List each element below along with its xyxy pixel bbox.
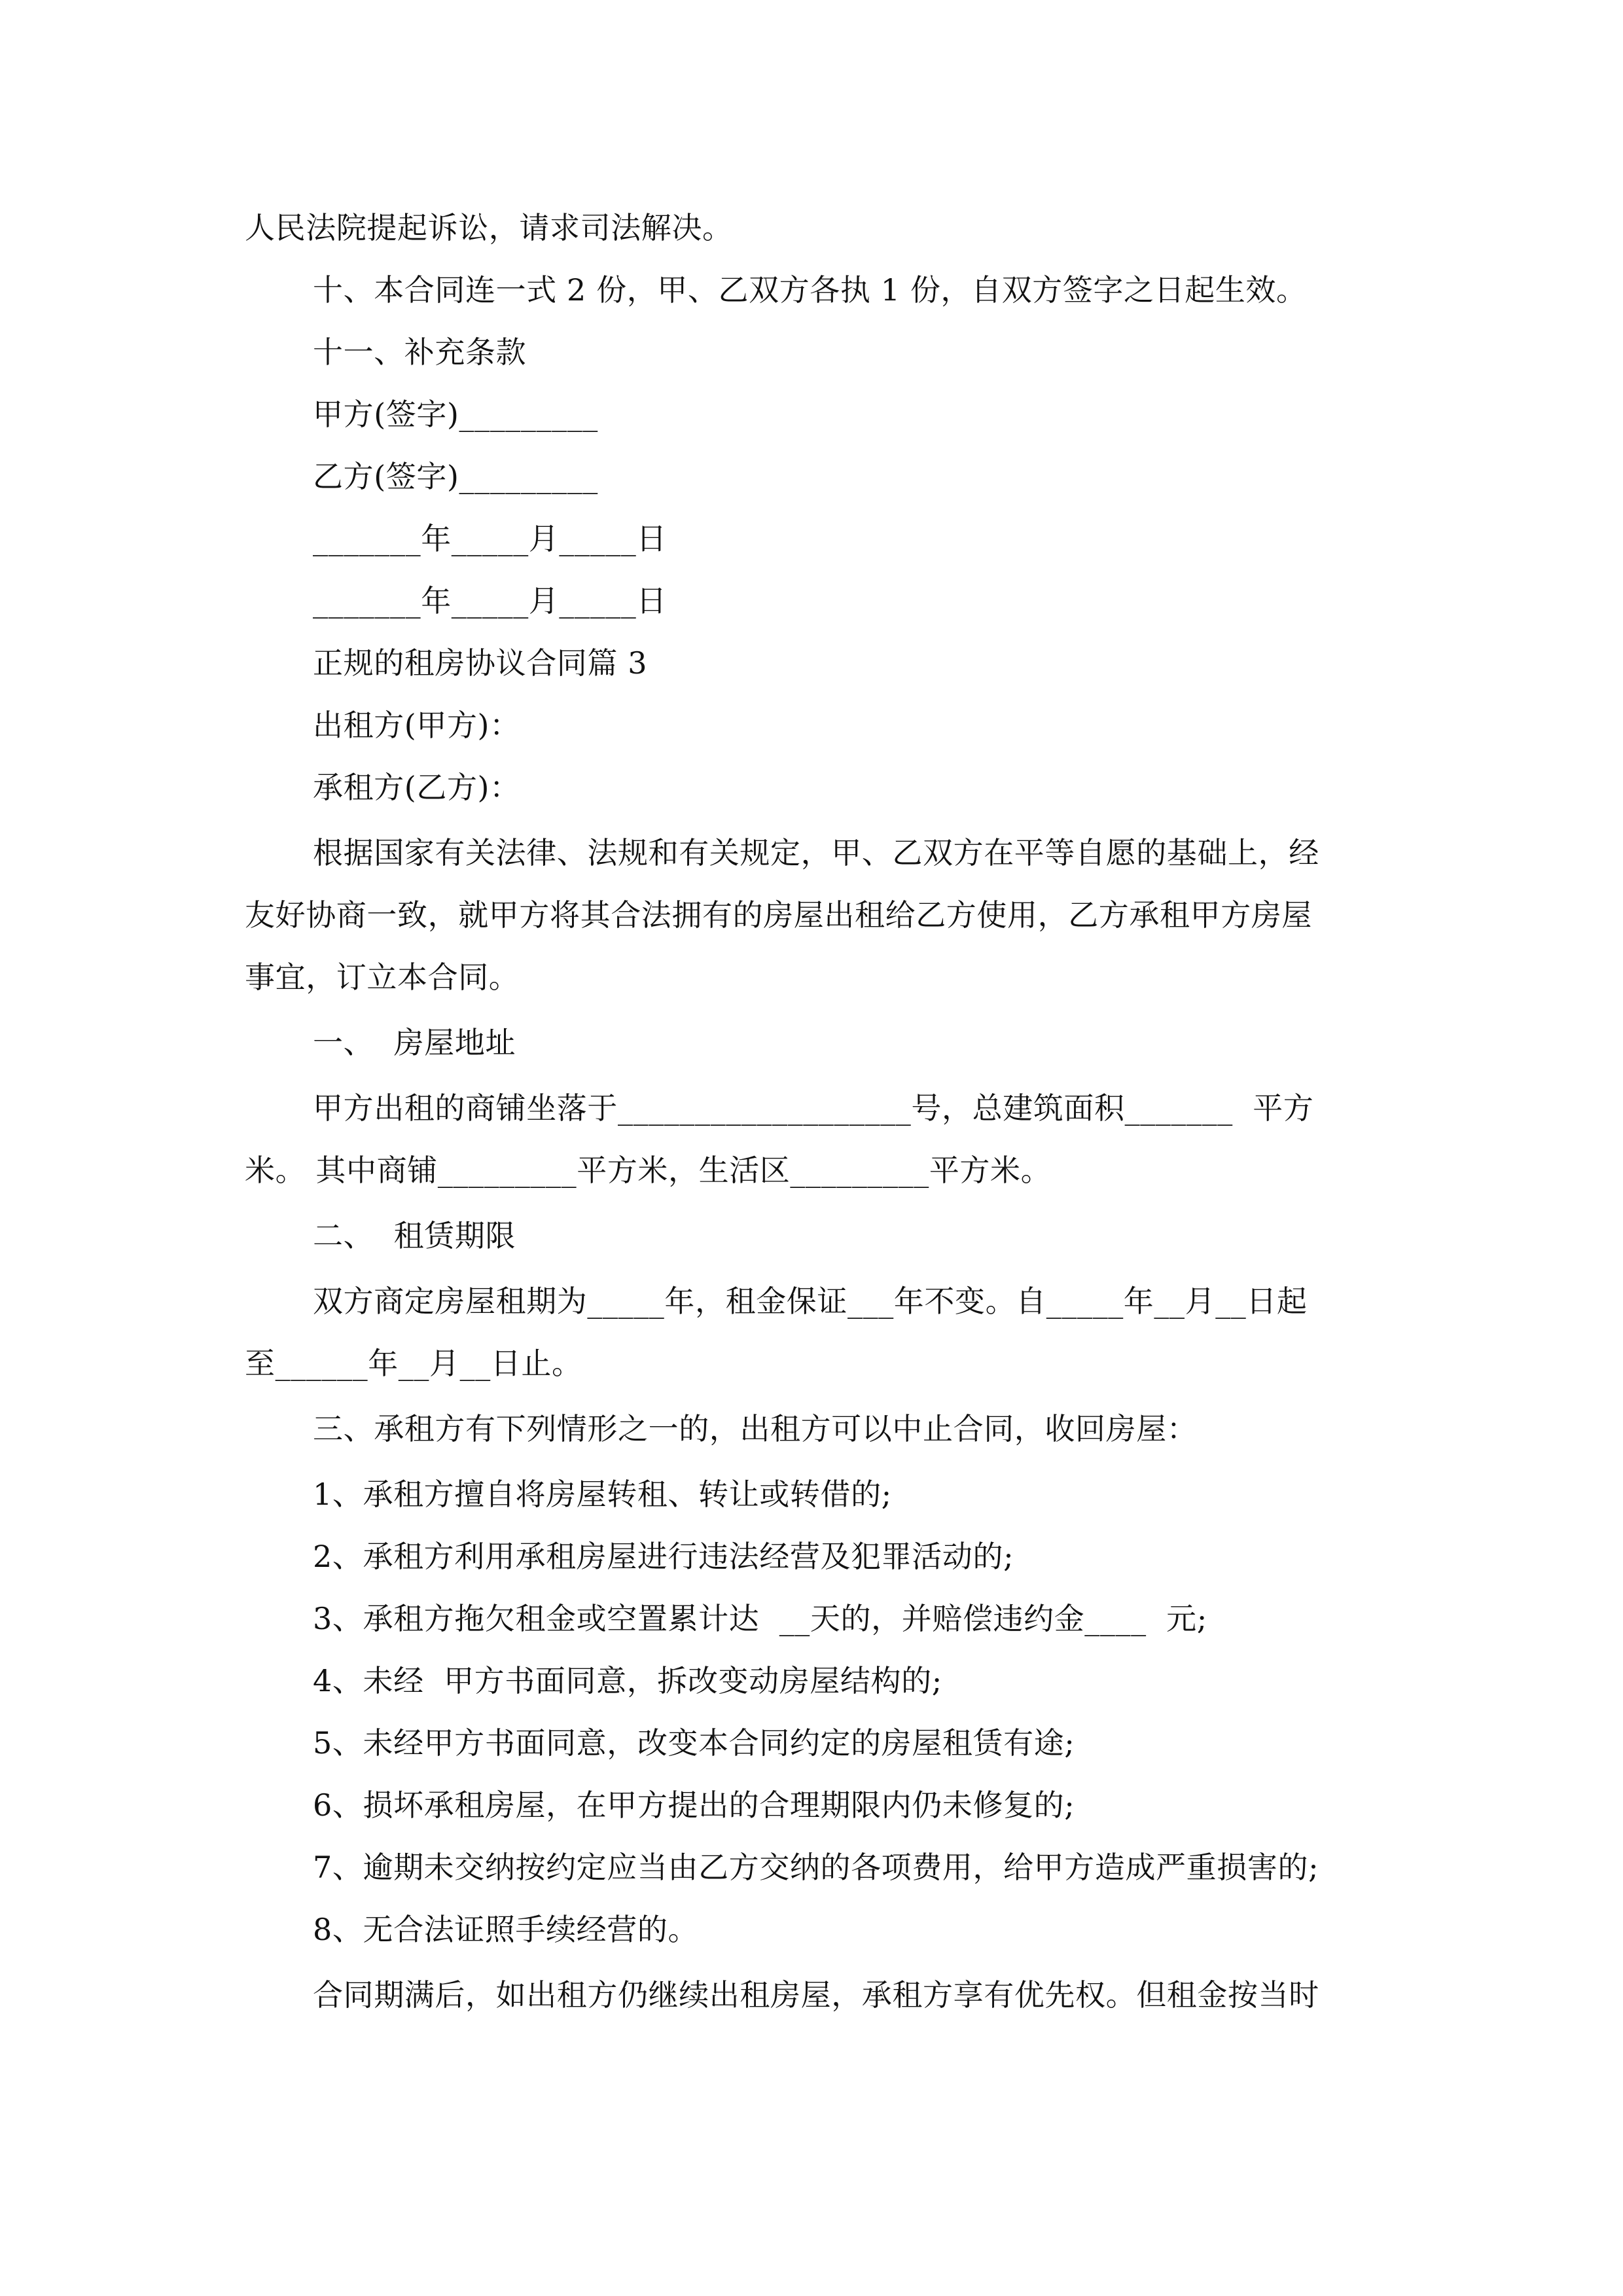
text-line-7: _______年_____月_____日 [313, 583, 667, 619]
text-line-29: 合同期满后，如出租方仍继续出租房屋，承租方享有优先权。但租金按当时 [313, 1977, 1319, 2013]
text-line-10: 承租方(乙方)： [313, 770, 520, 805]
text-line-9: 出租方(甲方)： [313, 708, 520, 743]
text-line-13: 事宜，订立本合同。 [245, 960, 520, 995]
text-line-26: 6、损坏承租房屋，在甲方提出的合理期限内仍未修复的; [313, 1787, 1075, 1823]
text-line-6: _______年_____月_____日 [313, 521, 667, 556]
text-line-12: 友好协商一致，就甲方将其合法拥有的房屋出租给乙方使用，乙方承租甲方房屋 [245, 897, 1312, 933]
text-line-19: 至______年__月__日止。 [245, 1346, 582, 1381]
text-line-17: 二、 租赁期限 [313, 1218, 516, 1253]
text-line-16: 米。 其中商铺_________平方米，生活区_________平方米。 [245, 1153, 1052, 1188]
text-line-3: 十一、补充条款 [313, 334, 527, 370]
text-line-15: 甲方出租的商铺坐落于___________________号，总建筑面积_______ 平方 [313, 1090, 1314, 1126]
text-line-23: 3、承租方拖欠租金或空置累计达 __天的，并赔偿违约金____ 元; [313, 1601, 1207, 1636]
text-line-28: 8、无合法证照手续经营的。 [313, 1912, 699, 1947]
text-line-2: 十、本合同连一式 2 份，甲、乙双方各执 1 份，自双方签字之日起生效。 [313, 272, 1307, 308]
text-line-20: 三、承租方有下列情形之一的，出租方可以中止合同，收回房屋： [313, 1411, 1198, 1446]
text-line-21: 1、承租方擅自将房屋转租、转让或转借的; [313, 1477, 892, 1512]
text-line-1: 人民法院提起诉讼，请求司法解决。 [245, 210, 733, 245]
text-line-24: 4、未经 甲方书面同意，拆改变动房屋结构的; [313, 1663, 942, 1698]
text-line-25: 5、未经甲方书面同意，改变本合同约定的房屋租赁有途; [313, 1725, 1075, 1761]
section-heading: 正规的租房协议合同篇 3 [313, 645, 648, 681]
text-line-18: 双方商定房屋租期为_____年，租金保证___年不变。自_____年__月__日起 [313, 1283, 1308, 1319]
text-line-5: 乙方(签字)_________ [313, 459, 598, 494]
text-line-11: 根据国家有关法律、法规和有关规定，甲、乙双方在平等自愿的基础上，经 [313, 835, 1319, 870]
text-line-14: 一、 房屋地址 [313, 1025, 516, 1060]
text-line-4: 甲方(签字)_________ [313, 397, 598, 432]
text-line-27: 7、逾期未交纳按约定应当由乙方交纳的各项费用，给甲方造成严重损害的; [313, 1850, 1319, 1885]
text-line-22: 2、承租方利用承租房屋进行违法经营及犯罪活动的; [313, 1539, 1014, 1574]
